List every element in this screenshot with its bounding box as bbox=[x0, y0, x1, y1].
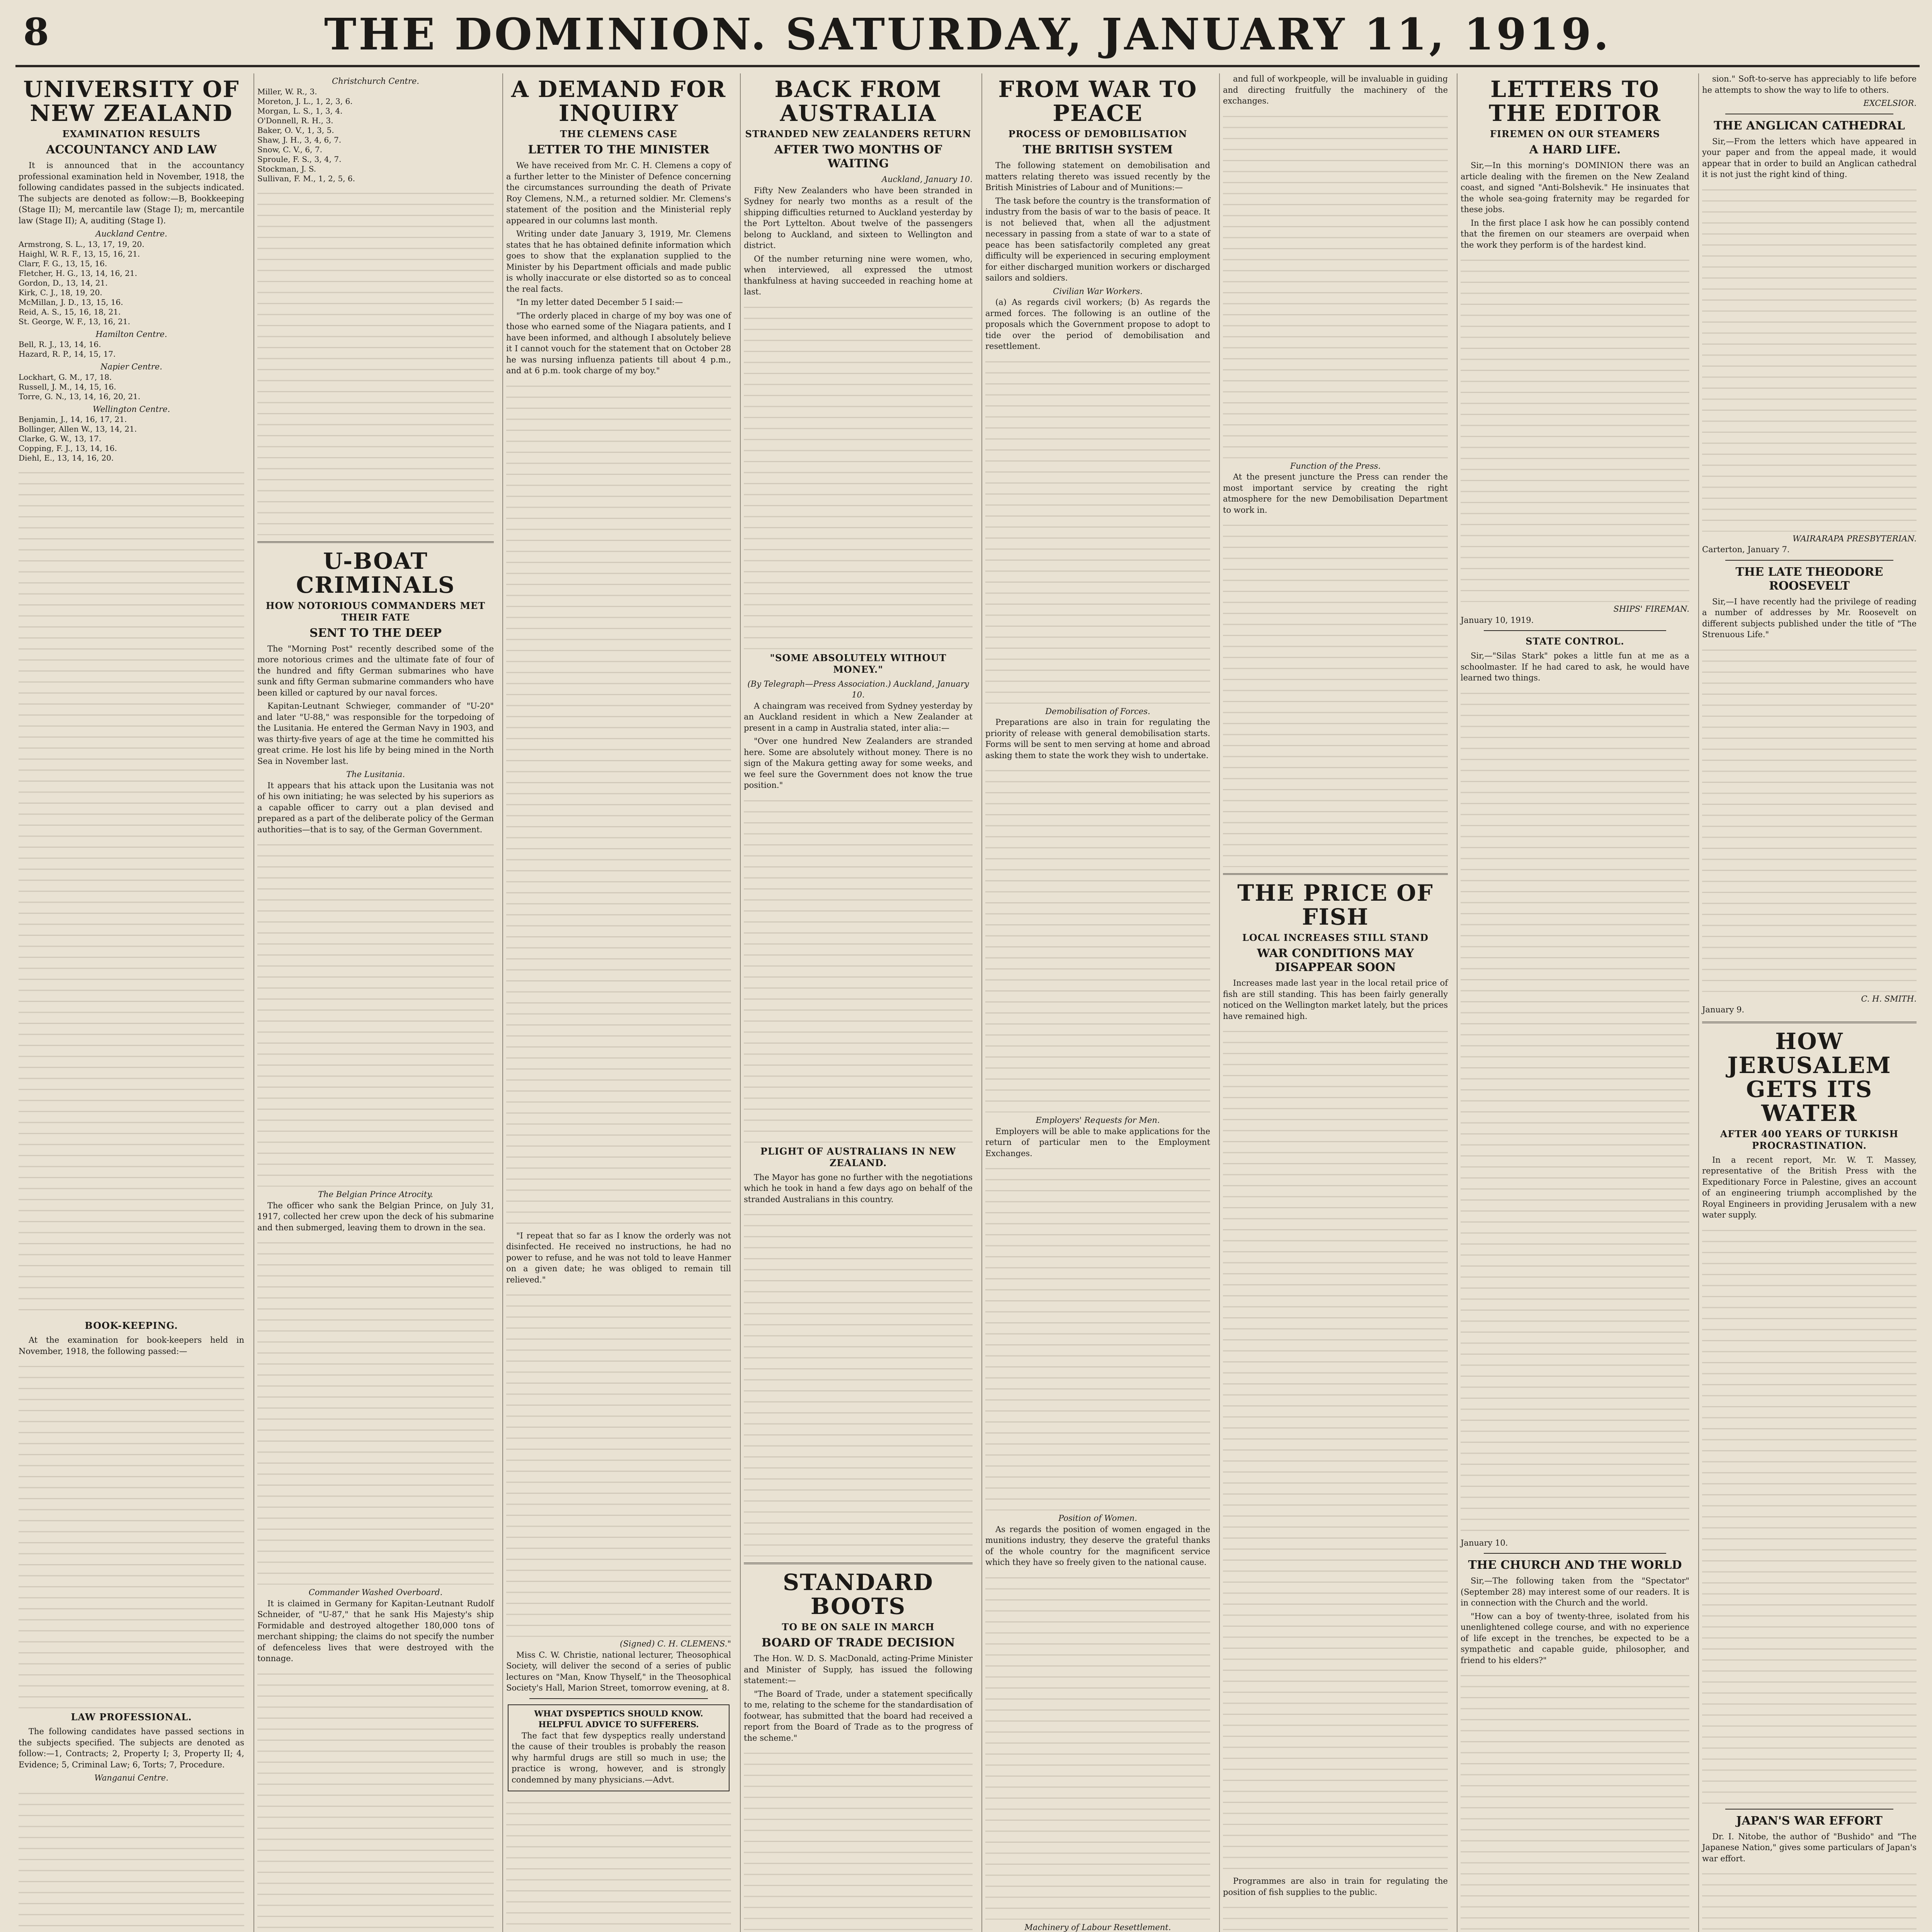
heading-japan-war-effort: JAPAN'S WAR EFFORT bbox=[1736, 1814, 1883, 1828]
advertisement-dyspeptics bbox=[508, 1704, 730, 1792]
paragraph: The Hon. W. D. S. MacDonald, acting-Prime Minister and Minister of Supply, has issued the following statement:— bbox=[744, 1654, 973, 1685]
paragraph: The task before the country is the transformation of industry from the basis of war to the basis of peace. It is not believed that, when all the adjustment necessary in passing from a state of war to a state of peace has been satisfactorily completed any great difficulty will be experienced in securing employment for either discharged munition workers or discharged sailors and soldiers. bbox=[985, 196, 1210, 282]
deck-british-system: THE BRITISH SYSTEM bbox=[1022, 143, 1173, 156]
paragraph: In a recent report, Mr. W. T. Massey, representative of the British Press with the Expeditionary Force in Palestine, gives an account of an engineering triumph accomplished by the Royal Engineers in providing Jerusalem with a new water supply. bbox=[1702, 1155, 1917, 1219]
divider bbox=[257, 541, 494, 543]
signature-excelsior: EXCELSIOR. bbox=[1863, 99, 1917, 108]
masthead bbox=[15, 7, 1920, 67]
paragraph: "I repeat that so far as I know the orderly was not disinfected. He received no instructions, he had no power to refuse, and he was not told to leave Hanmer on a given date; he was obliged to remain till relieved." bbox=[506, 1231, 731, 1284]
list-item: Clarke, G. W., 13, 17. bbox=[19, 434, 101, 443]
list-item: Moreton, J. L., 1, 2, 3, 6. bbox=[257, 96, 353, 106]
paragraph: Dr. I. Nitobe, the author of "Bushido" and "The Japanese Nation," gives some particulars of Japan's war effort. bbox=[1702, 1832, 1917, 1863]
centre-heading-christchurch: Christchurch Centre. bbox=[332, 77, 419, 86]
text-body-continued bbox=[1702, 1868, 1917, 1932]
text-body-continued bbox=[257, 187, 494, 535]
headline-university: UNIVERSITY OF NEW ZEALAND bbox=[23, 76, 240, 126]
paragraph: Employers will be able to make applications for the return of particular men to the Employment Exchanges. bbox=[985, 1126, 1210, 1158]
subhead-clemens-case: THE CLEMENS CASE bbox=[560, 128, 677, 139]
headline-war-to-peace: FROM WAR TO PEACE bbox=[998, 76, 1197, 126]
list-item: Kirk, C. J., 18, 19, 20. bbox=[19, 287, 102, 297]
paragraph-law: The following candidates have passed sections in the subjects specified. The subjects are denoted as follow:—1, Contracts; 2, Property I; 3, Property II; 4, Evidence; 5, Criminal Law; 6, Torts; 7, Procedure. bbox=[19, 1727, 244, 1769]
crosshead-lusitania: The Lusitania. bbox=[346, 770, 405, 779]
text-body-continued bbox=[506, 1289, 731, 1637]
paragraph-intro: It is announced that in the accountancy professional examination held in November, 1918, the following candidates passed in the subjects indicated. The subjects are denoted as follow:—B, Bookkeeping (Stage II); M, mercantile law (Stage I); m, mercantile law (Stage II); A, auditing (Stage I). bbox=[19, 161, 244, 225]
pass-list-christchurch bbox=[257, 87, 494, 184]
paragraph: sion." Soft-to-serve has appreciably to life before he attempts to show the way to life to others. bbox=[1702, 74, 1917, 95]
deck-hard-life: A HARD LIFE. bbox=[1529, 143, 1621, 156]
heading-state-control: STATE CONTROL. bbox=[1526, 636, 1624, 647]
divider bbox=[744, 1563, 973, 1564]
heading-law-professional: LAW PROFESSIONAL. bbox=[71, 1711, 192, 1723]
centre-heading-hamilton: Hamilton Centre. bbox=[95, 329, 167, 339]
subhead-sent-to-deep: SENT TO THE DEEP bbox=[310, 626, 442, 640]
column-uboat-criminals bbox=[253, 73, 497, 1932]
text-body-continued bbox=[1702, 184, 1917, 532]
paragraph: The Mayor has gone no further with the negotiations which he took in hand a few days ago on behalf of the stranded Australians in this country. bbox=[744, 1172, 973, 1204]
crosshead-employers-requests: Employers' Requests for Men. bbox=[1036, 1116, 1160, 1125]
paragraph: (a) As regards civil workers; (b) As regards the armed forces. The following is an outline of the proposals which the Government propose to adopt to tide over the period of demobilisation and resettlement. bbox=[985, 298, 1210, 351]
deck-accountancy-law: ACCOUNTANCY AND LAW bbox=[46, 143, 217, 156]
paragraph: At the present juncture the Press can render the most important service by creating the right atmosphere for the new Demobilisation Department to work in. bbox=[1223, 472, 1448, 515]
deck-notorious-commanders: HOW NOTORIOUS COMMANDERS MET THEIR FATE bbox=[265, 600, 486, 623]
list-item: O'Donnell, R. H., 3. bbox=[257, 116, 333, 125]
paragraph: Sir,—The following taken from the "Spectator" (September 28) may interest some of our readers. It is in connection with the Church and the world. bbox=[1461, 1576, 1689, 1607]
list-item: Armstrong, S. L., 13, 17, 19, 20. bbox=[19, 239, 145, 249]
text-body-continued bbox=[506, 1797, 731, 1932]
divider bbox=[1223, 873, 1448, 875]
text-body-continued bbox=[19, 467, 244, 1317]
paragraph: Increases made last year in the local retail price of fish are still standing. This has been fairly generally noticed on the Wellington market lately, but the prices have remained high. bbox=[1223, 978, 1448, 1021]
headline-price-of-fish: THE PRICE OF FISH bbox=[1237, 880, 1434, 930]
paragraph: A chaingram was received from Sydney yesterday by an Auckland resident in which a New Zealander at present in a camp in Australia stated, inter alia:— bbox=[744, 701, 973, 733]
list-item: Morgan, L. S., 1, 3, 4. bbox=[257, 106, 343, 116]
text-body-continued bbox=[257, 1668, 494, 1932]
paragraph: Sir,—"Silas Stark" pokes a little fun at me as a schoolmaster. If he had cared to ask, he would have learned two things. bbox=[1461, 651, 1689, 682]
centre-heading-auckland: Auckland Centre. bbox=[95, 229, 167, 238]
paragraph: Sir,—I have recently had the privilege of reading a number of addresses by Mr. Roosevelt on different subjects published under the title of "The Strenuous Life." bbox=[1702, 597, 1917, 639]
text-body-continued bbox=[985, 1163, 1210, 1510]
list-item: Benjamin, J., 14, 16, 17, 21. bbox=[19, 415, 127, 424]
crosshead-belgian-prince: The Belgian Prince Atrocity. bbox=[318, 1190, 433, 1199]
heading-bookkeeping: BOOK-KEEPING. bbox=[85, 1320, 178, 1331]
list-item: McMillan, J. D., 13, 15, 16. bbox=[19, 297, 123, 307]
subhead-local-increases: LOCAL INCREASES STILL STAND bbox=[1242, 932, 1429, 943]
subhead-sale-march: TO BE ON SALE IN MARCH bbox=[782, 1621, 935, 1633]
divider bbox=[529, 1698, 708, 1699]
paragraph: The officer who sank the Belgian Prince, on July 31, 1917, collected her crew upon the deck of his submarine and then submerged, leaving them to drown in the sea. bbox=[257, 1201, 494, 1232]
column-letters-continued bbox=[1698, 73, 1920, 1932]
letter-date: January 9. bbox=[1702, 1005, 1745, 1014]
subhead-turkish-procrastination: AFTER 400 YEARS OF TURKISH PROCRASTINATION. bbox=[1720, 1128, 1899, 1151]
text-body-continued bbox=[985, 1572, 1210, 1920]
advertisement-heading: WHAT DYSPEPTICS SHOULD KNOW. bbox=[534, 1708, 703, 1718]
list-item: Baker, O. V., 1, 3, 5. bbox=[257, 125, 334, 135]
crosshead-function-press: Function of the Press. bbox=[1290, 461, 1381, 471]
pass-list-napier bbox=[19, 372, 244, 401]
text-body-continued bbox=[744, 795, 973, 1143]
divider bbox=[1725, 1809, 1893, 1810]
paragraph-lecture-notice: Miss C. W. Christie, national lecturer, Theosophical Society, will deliver the second of a series of public lectures on "Man, Know Thyself," in the Theosophical Society's Hall, Marion Street, tomorrow evening, at 8. bbox=[506, 1650, 731, 1692]
text-body-continued bbox=[1702, 644, 1917, 992]
page-number: 8 bbox=[23, 10, 49, 54]
text-body-continued bbox=[744, 1209, 973, 1556]
centre-heading-napier: Napier Centre. bbox=[100, 362, 162, 371]
headline-back-from-australia: BACK FROM AUSTRALIA bbox=[774, 76, 942, 126]
text-body-continued bbox=[1223, 111, 1448, 458]
advertisement-subheading: HELPFUL ADVICE TO SUFFERERS. bbox=[538, 1719, 699, 1729]
paragraph: Sir,—From the letters which have appeared in your paper and from the appeal made, it would appear that in order to build an Anglican cathedral it is not just the right kind of thing. bbox=[1702, 136, 1917, 179]
list-item: Fletcher, H. G., 13, 14, 16, 21. bbox=[19, 268, 137, 278]
column-letters-to-editor bbox=[1457, 73, 1692, 1932]
paragraph: "Over one hundred New Zealanders are stranded here. Some are absolutely without money. There is no sign of the Makura getting away for some weeks, and we feel sure the Government does not know the true position." bbox=[744, 736, 973, 790]
paragraph-bookkeeping: At the examination for book-keepers held in November, 1918, the following passed:— bbox=[19, 1335, 244, 1356]
text-body-continued bbox=[19, 1787, 244, 1932]
deck-board-of-trade: BOARD OF TRADE DECISION bbox=[761, 1636, 955, 1650]
signature-ships-fireman: SHIPS' FIREMAN. bbox=[1613, 604, 1689, 614]
advertisement-text: The fact that few dyspeptics really understand the cause of their troubles is probably the reason why harmful drugs are still so much in use; the practice is wrong, however, and is strongly condemned by many physicians.—Advt. bbox=[512, 1731, 726, 1784]
pass-list-wellington bbox=[19, 415, 244, 463]
letter-date: January 10, 1919. bbox=[1461, 615, 1534, 625]
divider bbox=[1702, 1022, 1917, 1023]
letter-date: January 10. bbox=[1461, 1538, 1508, 1548]
paragraph: Programmes are also in train for regulating the position of fish supplies to the public. bbox=[1223, 1876, 1448, 1897]
crosshead-plight: PLIGHT OF AUSTRALIANS IN NEW ZEALAND. bbox=[760, 1145, 956, 1168]
list-item: St. George, W. F., 13, 16, 21. bbox=[19, 316, 130, 326]
paragraph: It appears that his attack upon the Lusitania was not of his own initiating; he was selected by his superiors as a capable officer to carry out a plan devised and prepared as a part of the deliberate policy of the German authorities—that is to say, of the German Government. bbox=[257, 781, 494, 834]
subhead-firemen: FIREMEN ON OUR STEAMERS bbox=[1490, 128, 1660, 139]
subhead-stranded: STRANDED NEW ZEALANDERS RETURN bbox=[745, 128, 971, 139]
list-item: Snow, C. V., 6, 7. bbox=[257, 145, 322, 154]
list-item: Copping, F. J., 13, 14, 16. bbox=[19, 444, 117, 453]
divider bbox=[1725, 560, 1893, 561]
text-body-continued bbox=[19, 1361, 244, 1708]
paragraph: Kapitan-Leutnant Schwieger, commander of "U-20" and later "U-88," was responsible for the torpedoing of the Lusitania. He entered the German Navy in 1903, and was thirty-five years of age at the time he committed his great crime. He lost his life by being mined in the North Sea in November last. bbox=[257, 701, 494, 766]
text-body-continued bbox=[257, 839, 494, 1187]
signature-smith: C. H. SMITH. bbox=[1861, 994, 1917, 1003]
pass-list-auckland bbox=[19, 240, 244, 327]
crosshead-position-women: Position of Women. bbox=[1058, 1514, 1137, 1523]
list-item: Stockman, J. S. bbox=[257, 164, 316, 173]
headline-standard-boots: STANDARD BOOTS bbox=[783, 1569, 934, 1619]
column-price-of-fish bbox=[1219, 73, 1451, 1932]
text-body-continued bbox=[1223, 1901, 1448, 1932]
text-body-continued bbox=[257, 1237, 494, 1585]
pass-list-hamilton bbox=[19, 340, 244, 359]
divider bbox=[1484, 630, 1666, 631]
text-body-continued bbox=[1461, 687, 1689, 1537]
headline-demand-inquiry: A DEMAND FOR INQUIRY bbox=[511, 76, 726, 126]
text-body-continued bbox=[506, 380, 731, 1230]
list-item: Bell, R. J., 13, 14, 16. bbox=[19, 340, 101, 349]
paragraph: "How can a boy of twenty-three, isolated from his unenlightened college course, and with no experience of life except in the trenches, be expected to be a sympathetic and capable guide, philosopher, and friend to his elders?" bbox=[1461, 1611, 1689, 1665]
list-item: Hazard, R. P., 14, 15, 17. bbox=[19, 349, 116, 359]
list-item: Bollinger, Allen W., 13, 14, 21. bbox=[19, 424, 137, 434]
list-item: Sullivan, F. M., 1, 2, 5, 6. bbox=[257, 173, 355, 183]
list-item: Shaw, J. H., 3, 4, 6, 7. bbox=[257, 135, 342, 145]
letter-place-date: Carterton, January 7. bbox=[1702, 545, 1790, 554]
centre-heading-wanganui: Wanganui Centre. bbox=[94, 1773, 168, 1782]
press-association-credit: (By Telegraph—Press Association.) Auckland, January 10. bbox=[747, 679, 969, 699]
column-university-results bbox=[15, 73, 247, 1932]
paragraph: Fifty New Zealanders who have been stranded in Sydney for nearly two months as a result of the shipping difficulties returned to Auckland yesterday by the Port Lyttelton. About twelve of the passengers belong to Auckland, and sixteen to Wellington and district. bbox=[744, 185, 973, 250]
list-item: Reid, A. S., 15, 16, 18, 21. bbox=[19, 307, 121, 316]
list-item: Gordon, D., 13, 14, 21. bbox=[19, 278, 108, 287]
centre-heading-wellington: Wellington Centre. bbox=[92, 404, 170, 414]
deck-letter-minister: LETTER TO THE MINISTER bbox=[528, 143, 709, 156]
paragraph: We have received from Mr. C. H. Clemens a copy of a further letter to the Minister of Defence concerning the circumstances surrounding the death of Private Roy Clemens, N.M., a returned soldier. Mr. Clemens's statement of the position and the Ministerial reply appeared in our columns last month. bbox=[506, 161, 731, 225]
paragraph: The "Morning Post" recently described some of the more notorious crimes and the ultimate fate of four of the hundred and fifty German submarines who have sunk and fifty German submarine commanders who have been killed or captured by our naval forces. bbox=[257, 644, 494, 697]
paragraph: Sir,—In this morning's DOMINION there was an article dealing with the firemen on the New Zealand coast, and signed "Anti-Bolshevik." He insinuates that the whole sea-going fraternity may be regarded for these jobs. bbox=[1461, 161, 1689, 214]
signature-presbyterian: WAIRARAPA PRESBYTERIAN. bbox=[1793, 534, 1917, 543]
column-war-to-peace bbox=[981, 73, 1213, 1932]
text-body-continued bbox=[1702, 1225, 1917, 1804]
paragraph: It is claimed in Germany for Kapitan-Leutnant Rudolf Schneider, of "U-87," that he sank His Majesty's ship Formidable and destroyed altogether 180,000 tons of merchant shipping; the claims do not specify the number of defenceless lives that were destroyed with the tonnage. bbox=[257, 1599, 494, 1663]
crosshead-machinery: Machinery of Labour Resettlement. bbox=[1024, 1922, 1171, 1932]
text-body-continued bbox=[744, 1747, 973, 1932]
paragraph: As regards the position of women engaged in the munitions industry, they deserve the grateful thanks of the whole country for the magnificent service which they have so freely given to the national cause. bbox=[985, 1524, 1210, 1567]
text-body-continued bbox=[1223, 1026, 1448, 1876]
paragraph: "The Board of Trade, under a statement specifically to me, relating to the scheme for the standardisation of footwear, has submitted that the board had received a report from the Board of Trade as to the progress of the scheme." bbox=[744, 1689, 973, 1743]
divider bbox=[1484, 1553, 1666, 1554]
deck-two-months: AFTER TWO MONTHS OF WAITING bbox=[774, 143, 942, 170]
list-item: Russell, J. M., 14, 15, 16. bbox=[19, 382, 116, 391]
paragraph: The following statement on demobilisation and matters relating thereto was issued recently by the British Ministries of Labour and of Munitions:— bbox=[985, 161, 1210, 192]
newspaper-title: THE DOMINION. SATURDAY, JANUARY 11, 1919. bbox=[324, 9, 1611, 60]
subhead-demobilisation: PROCESS OF DEMOBILISATION bbox=[1008, 128, 1187, 139]
text-body-continued bbox=[1461, 254, 1689, 602]
dateline: Auckland, January 10. bbox=[881, 175, 973, 184]
list-item: Haighl, W. R. F., 13, 15, 16, 21. bbox=[19, 249, 140, 259]
paragraph: "In my letter dated December 5 I said:— bbox=[516, 298, 683, 307]
list-item: Torre, G. N., 13, 14, 16, 20, 21. bbox=[19, 391, 141, 401]
headline-jerusalem-water: HOW JERUSALEM GETS ITS WATER bbox=[1727, 1028, 1891, 1126]
deck-war-conditions: WAR CONDITIONS MAY DISAPPEAR SOON bbox=[1257, 947, 1414, 974]
text-body-continued bbox=[985, 356, 1210, 704]
text-body-continued bbox=[1461, 1670, 1689, 1932]
headline-letters-to-editor: LETTERS TO THE EDITOR bbox=[1489, 76, 1661, 126]
list-item: Lockhart, G. M., 17, 18. bbox=[19, 372, 112, 382]
column-demand-inquiry bbox=[502, 73, 734, 1932]
heading-church-world: THE CHURCH AND THE WORLD bbox=[1468, 1558, 1682, 1572]
text-body-continued bbox=[985, 765, 1210, 1112]
heading-anglican-cathedral: THE ANGLICAN CATHEDRAL bbox=[1714, 119, 1905, 133]
list-item: Diehl, E., 13, 14, 16, 20. bbox=[19, 453, 114, 463]
text-body-continued bbox=[1223, 519, 1448, 867]
signature-clemens: (Signed) C. H. CLEMENS." bbox=[620, 1639, 731, 1648]
headline-uboat-criminals: U-BOAT CRIMINALS bbox=[296, 548, 455, 598]
crosshead-demobilisation-forces: Demobilisation of Forces. bbox=[1045, 706, 1150, 716]
crosshead-civilian-workers: Civilian War Workers. bbox=[1053, 286, 1143, 296]
crosshead-without-money: "SOME ABSOLUTELY WITHOUT MONEY." bbox=[770, 652, 947, 675]
heading-roosevelt: THE LATE THEODORE ROOSEVELT bbox=[1735, 565, 1883, 593]
paragraph: Writing under date January 3, 1919, Mr. Clemens states that he has obtained definite information which goes to show that the explanation supplied to the Minister by his Department officials and made public is wholly inaccurate or else distorted so as to conceal the real facts. bbox=[506, 229, 731, 294]
paragraph: Of the number returning nine were women, who, when interviewed, all expressed the utmost thankfulness at having succeeded in reaching home at last. bbox=[744, 254, 973, 296]
column-back-from-australia bbox=[740, 73, 976, 1932]
crosshead-commander-washed: Commander Washed Overboard. bbox=[308, 1588, 443, 1597]
subhead-examination-results: EXAMINATION RESULTS bbox=[62, 128, 201, 139]
text-body-continued bbox=[744, 301, 973, 649]
paragraph: Preparations are also in train for regulating the priority of release with general demobilisation starts. Forms will be sent to men serving at home and abroad asking them to state the work they wish to undertake. bbox=[985, 718, 1211, 760]
list-item: Clarr, F. G., 13, 15, 16. bbox=[19, 259, 107, 268]
paragraph: "The orderly placed in charge of my boy was one of those who earned some of the Niagara patients, and I have been informed, and although I absolutely believe it I cannot vouch for the statement that on October 28 he was nursing influenza patients till about 4 p.m., and at 6 p.m. took charge of my boy." bbox=[506, 311, 731, 375]
list-item: Miller, W. R., 3. bbox=[257, 87, 317, 96]
paragraph: and full of workpeople, will be invaluable in guiding and directing fruitfully the machinery of the exchanges. bbox=[1223, 74, 1448, 105]
list-item: Sproule, F. S., 3, 4, 7. bbox=[257, 154, 342, 164]
paragraph: In the first place I ask how he can possibly contend that the firemen on our steamers are overpaid when the work they perform is of the hardest kind. bbox=[1461, 218, 1689, 250]
